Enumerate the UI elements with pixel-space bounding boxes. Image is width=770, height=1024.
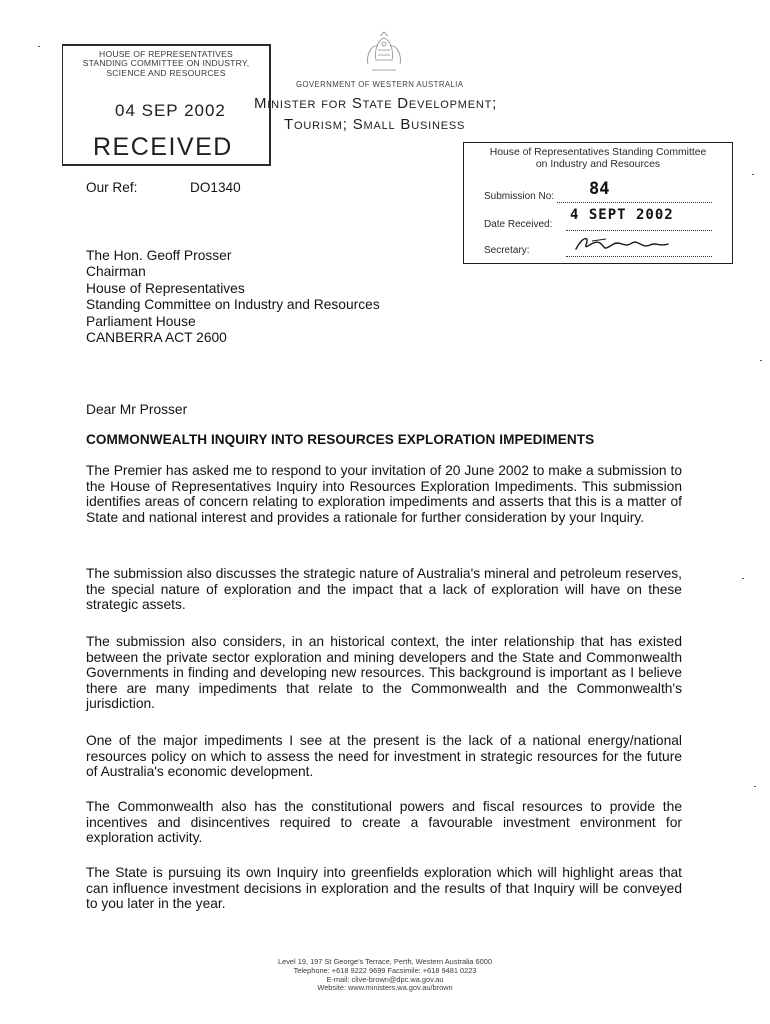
submission-title-line: on Industry and Resources xyxy=(535,159,661,170)
stamp-header xyxy=(63,50,269,78)
date-received-label: Date Received: xyxy=(484,219,553,230)
addressee-line: CANBERRA ACT 2600 xyxy=(86,330,227,346)
secretary-label: Secretary: xyxy=(484,245,530,256)
footer-line: Telephone: +618 9222 9699 Facsimile: +618 9481 0223 xyxy=(293,965,477,975)
state-crest-icon xyxy=(352,30,416,82)
addressee-line: Chairman xyxy=(86,264,146,280)
body-paragraph: The Premier has asked me to respond to your invitation of 20 June 2002 to make a submission to the House of Representatives Inquiry into Resources Exploration Impediments. This submission identifies areas of concern relating to exploration impediments and asserts that this is a matter of State and national interest and provides a rationale for further consideration by your Inquiry. xyxy=(86,463,682,525)
body-paragraph: One of the major impediments I see at the present is the lack of a national energy/national resources policy on which to assess the need for investment in strategic resources for the future of Australia's economic development. xyxy=(86,733,682,780)
our-ref-value: DO1340 xyxy=(190,180,241,195)
footer-line: E-mail: clive-brown@dpc.wa.gov.au xyxy=(326,974,444,984)
scan-speck xyxy=(742,578,744,579)
body-paragraph: The State is pursuing its own Inquiry into greenfields exploration which will highlight areas that can influence investment decisions in exploration and the results of that Inquiry will be conveyed to you later in the year. xyxy=(86,865,682,912)
scan-speck xyxy=(38,46,40,47)
body-paragraph: The submission also discusses the strategic nature of Australia's mineral and petroleum reserves, the special nature of exploration and the impact that a lack of exploration will have on these strategic assets. xyxy=(86,566,682,613)
footer-line: Website: www.ministers.wa.gov.au/brown xyxy=(317,983,453,993)
submission-box-title xyxy=(464,147,732,171)
salutation: Dear Mr Prosser xyxy=(86,402,188,417)
minister-title-line1: Minister for State Development; xyxy=(254,95,498,112)
government-line: GOVERNMENT OF WESTERN AUSTRALIA xyxy=(296,80,464,89)
addressee-line: The Hon. Geoff Prosser xyxy=(86,248,232,263)
minister-title-line2: Tourism; Small Business xyxy=(284,116,466,133)
received-stamp xyxy=(62,44,271,166)
our-ref-label: Our Ref: xyxy=(86,180,138,195)
date-received-value: 4 SEPT 2002 xyxy=(570,207,674,223)
body-paragraph: The submission also considers, in an historical context, the inter relationship that has existed between the private sector exploration and mining developers and the State and Commonwealth Governments in finding and developing new resources. This background is important as I believe there are many impediments that relate to the Commonwealth and the Commonwealth's jurisdiction. xyxy=(86,634,682,712)
submission-title-line: House of Representatives Standing Committee xyxy=(489,147,707,158)
scan-speck xyxy=(752,174,754,175)
addressee-line: Standing Committee on Industry and Resources xyxy=(86,297,380,313)
subject-heading: COMMONWEALTH INQUIRY INTO RESOURCES EXPLORATION IMPEDIMENTS xyxy=(86,432,595,447)
addressee-block xyxy=(86,248,380,346)
scan-speck xyxy=(760,360,762,361)
stamp-header-line: SCIENCE AND RESOURCES xyxy=(106,67,226,78)
submission-box xyxy=(463,142,733,264)
stamp-header-line: STANDING COMMITTEE ON INDUSTRY, xyxy=(82,58,250,69)
date-received-line xyxy=(566,229,712,231)
secretary-signature-icon xyxy=(572,233,672,260)
addressee-line: House of Representatives xyxy=(86,280,245,296)
addressee-line: Parliament House xyxy=(86,313,196,329)
stamp-header-line: HOUSE OF REPRESENTATIVES xyxy=(99,49,233,59)
stamp-date: 04 SEP 2002 xyxy=(115,101,226,120)
submission-number-value: 84 xyxy=(589,179,610,199)
submission-number-label: Submission No: xyxy=(484,191,555,202)
submission-number-line xyxy=(557,201,712,203)
letterhead-footer xyxy=(200,958,570,993)
footer-line: Level 19, 197 St George's Terrace, Perth, Western Australia 6000 xyxy=(278,957,492,966)
stamp-received-text: RECEIVED xyxy=(93,133,233,161)
body-paragraph: The Commonwealth also has the constitutional powers and fiscal resources to provide the incentives and disincentives required to create a favourable investment environment for exploration activity. xyxy=(86,799,682,846)
scan-speck xyxy=(754,786,756,787)
